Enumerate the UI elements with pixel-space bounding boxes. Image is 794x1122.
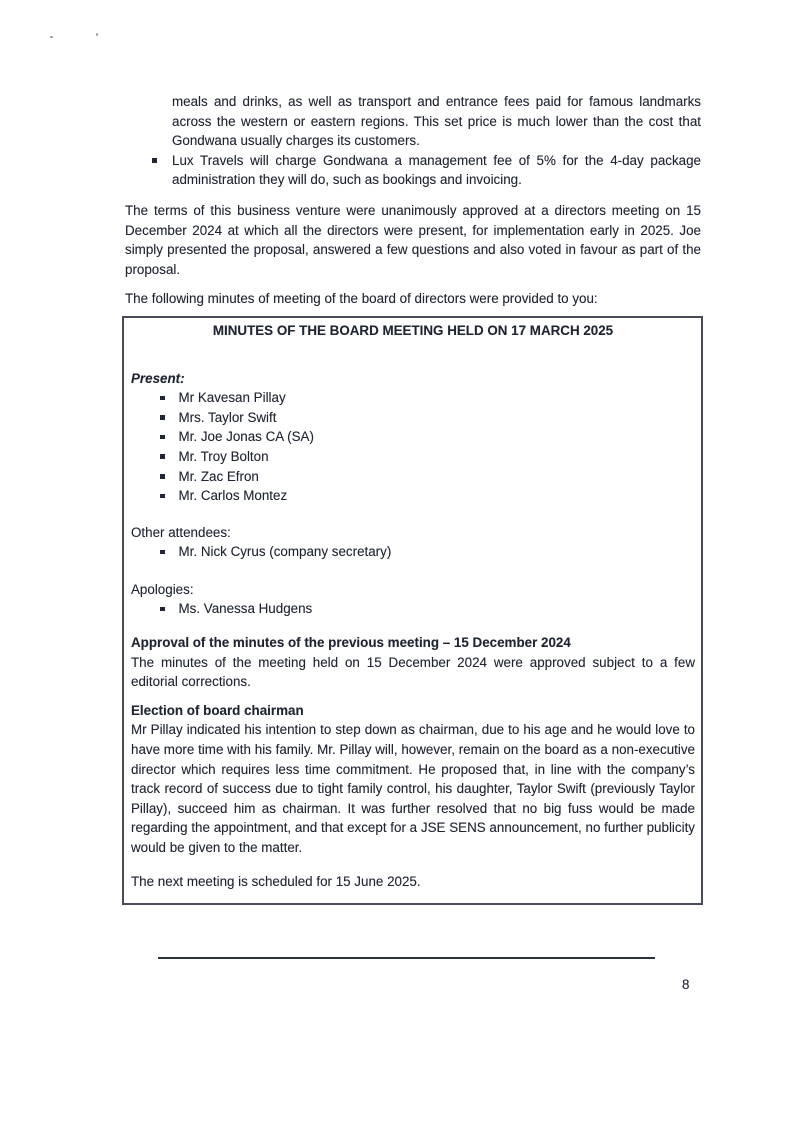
section-body-election: Mr Pillay indicated his intention to step down as chairman, due to his age and he would love to have more time with his family. Mr. Pillay will, however, remain on the board as a non-executive director which requires less time commitment. He proposed that, in line with the company’s track record of success due to tight family control, his daughter, Taylor Swift (previously Taylor Pillay), succeed him as chairman. It was further resolved that no big fuss would be made regarding the appointment, and that except for a JSE SENS announcement, no further publicity would be given to the matter. [131, 722, 695, 855]
apology-attendee: Ms. Vanessa Hudgens [178, 601, 313, 617]
list-item [160, 599, 695, 619]
minutes-title: MINUTES OF THE BOARD MEETING HELD ON 17 MARCH 2025 [212, 322, 614, 338]
next-meeting-note: The next meeting is scheduled for 15 June 2025. [131, 873, 421, 889]
bullet-square-icon [160, 494, 165, 499]
bullet-square-icon [160, 415, 165, 420]
other-attendee: Mr. Nick Cyrus (company secretary) [178, 544, 392, 560]
present-attendee: Mr. Zac Efron [178, 468, 259, 484]
list-item [160, 388, 695, 408]
present-attendee: Mrs. Taylor Swift [178, 409, 277, 425]
list-item [160, 467, 695, 487]
document-body [125, 92, 701, 959]
paragraph-minutes-provided: The following minutes of meeting of the board of directors were provided to you: [125, 291, 598, 307]
list-item [160, 447, 695, 467]
other-attendees-label: Other attendees: [131, 524, 231, 540]
minutes-box [122, 316, 703, 905]
list-item [160, 408, 695, 428]
section-heading-approval: Approval of the minutes of the previous meeting – 15 December 2024 [131, 635, 571, 651]
bullet-item-text: Lux Travels will charge Gondwana a management fee of 5% for the 4-day package administration they will do, such as bookings and invoicing. [172, 152, 701, 188]
bullet-square-icon [160, 435, 165, 440]
present-attendee: Mr. Carlos Montez [178, 488, 288, 504]
scan-artifact-dot [50, 36, 53, 38]
present-label: Present: [131, 370, 185, 386]
bullet-square-icon [160, 550, 165, 555]
list-item [160, 486, 695, 506]
bullet-square-icon [160, 396, 165, 401]
list-item [160, 542, 695, 562]
bullet-square-icon [160, 454, 165, 459]
bullet-continuation-text: meals and drinks, as well as transport and entrance fees paid for famous landmarks across the western or eastern regions. This set price is much lower than the cost that Gondwana usually charges its customers. [172, 94, 701, 149]
paragraph-venture-approval: The terms of this business venture were unanimously approved at a directors meeting on 15 December 2024 at which all the directors were present, for implementation early in 2025. Joe simply presented the proposal, answered a few questions and also voted in favour as part of the proposal. [125, 202, 701, 277]
list-item [152, 151, 701, 190]
bullet-square-icon [160, 474, 165, 479]
section-heading-election: Election of board chairman [131, 702, 304, 718]
bullet-square-icon [160, 607, 165, 612]
present-attendee: Mr. Joe Jonas CA (SA) [178, 429, 314, 445]
section-body-approval: The minutes of the meeting held on 15 December 2024 were approved subject to a few editorial corrections. [131, 654, 695, 690]
list-item [160, 427, 695, 447]
page-number: 8 [682, 977, 690, 992]
horizontal-rule [158, 957, 655, 959]
apologies-label: Apologies: [131, 581, 194, 597]
present-attendee: Mr. Troy Bolton [178, 448, 269, 464]
present-attendee: Mr Kavesan Pillay [178, 390, 286, 406]
bullet-square-icon [152, 158, 157, 163]
scan-artifact-dot [96, 33, 98, 36]
